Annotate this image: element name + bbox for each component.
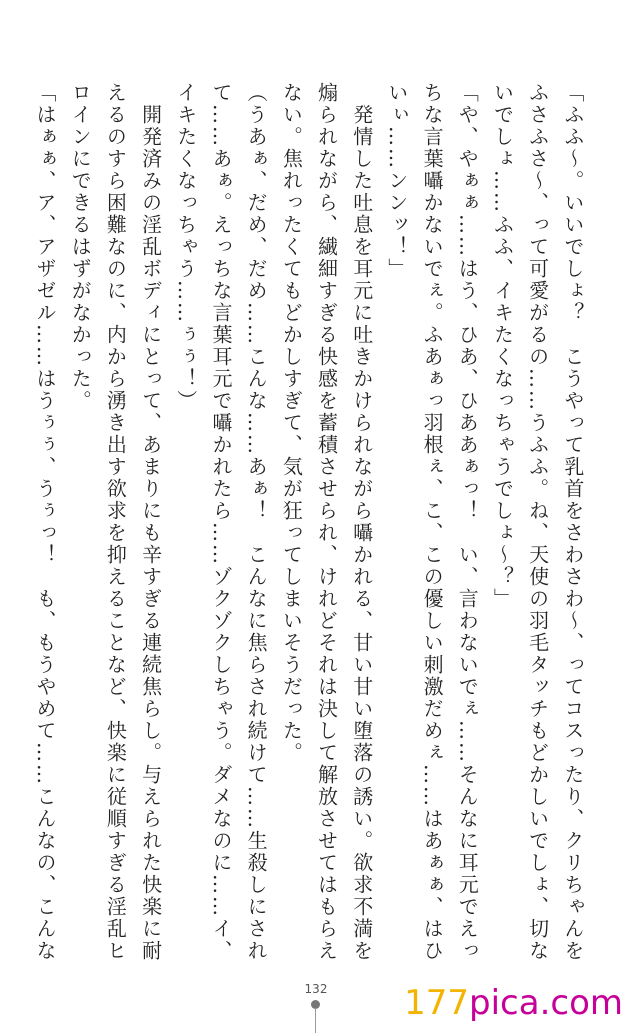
text-line: て……あぁ。えっちな言葉耳元で囁かれたら……ゾクゾクしちゃう。ダメなのに……イ、: [208, 82, 233, 962]
page-marker-icon: [311, 1000, 321, 1033]
watermark-logo: [404, 983, 623, 1023]
text-line: 「はぁぁ、ア、アザゼル……はうぅぅ、うぅっ！ も、もうやめて……こんなの、こんな: [33, 82, 57, 962]
text-line: （うあぁ、だめ、だめ……こんな……あぁ！ こんなに焦らされ続けて……生殺しにされ: [244, 82, 269, 962]
text-line: いでしょ……ふふ、イキたくなっちゃうでしょ〜？」: [490, 82, 515, 610]
watermark-number: 177: [404, 983, 470, 1023]
text-line: 「や、やぁぁ……はう、ひあ、ひああぁっ！ い、言わないでぇ……そんなに耳元でえっ: [455, 82, 480, 962]
text-line: ふさふさ〜、って可愛がるの……うふふ。ね、天使の羽毛タッチもどかしいでしょ、切な: [525, 82, 550, 962]
text-line: イキたくなっちゃう……ぅぅ！）: [173, 82, 198, 412]
text-line: ちな言葉囁かないでぇ。ふあぁっ羽根ぇ、こ、この優しい刺激だめぇ……はあぁぁ、はひ: [420, 82, 445, 962]
text-line: 「ふふ〜。いいでしょ？ こうやって乳首をさわさわ〜、ってコスったり、クリちゃんを: [560, 82, 585, 962]
text-line: 開発済みの淫乱ボディにとって、あまりにも辛すぎる連続焦らし。与えられた快楽に耐: [138, 82, 163, 962]
page-number: 132: [304, 982, 328, 996]
body-text: [35, 82, 583, 972]
watermark-word: pica.com: [469, 983, 623, 1023]
text-line: いぃ……ンンッ！」: [384, 82, 409, 280]
text-line: 発情した吐息を耳元に吐きかけられながら囁かれる、甘い甘い堕落の誘い。欲求不満を: [349, 82, 374, 962]
text-line: ない。焦れったくてもどかしすぎて、気が狂ってしまいそうだった。: [279, 82, 304, 764]
text-line: 煽られながら、繊細すぎる快感を蓄積させられ、けれどそれは決して解放させてはもらえ: [314, 82, 339, 962]
text-line: えるのすら困難なのに、内から湧き出す欲求を抑えることなど、快楽に従順すぎる淫乱ヒ: [103, 82, 128, 962]
text-line: ロインにできるはずがなかった。: [68, 82, 93, 412]
